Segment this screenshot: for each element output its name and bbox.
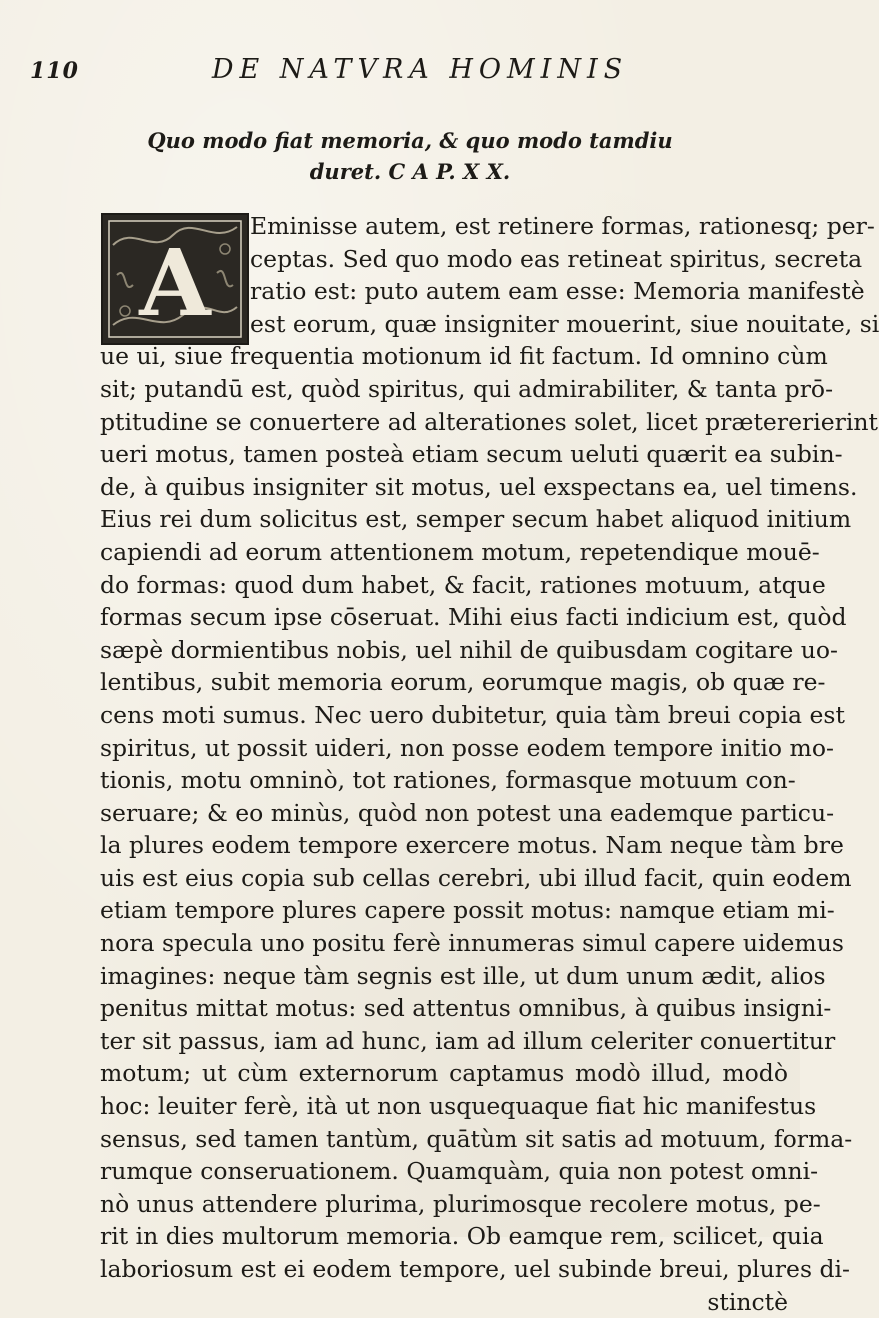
text-line: ue ui, siue frequentia motionum id fit factum. Id omnino cùm	[100, 342, 828, 371]
text-line: sæpè dormientibus nobis, uel nihil de quibusdam cogitare uo-	[100, 635, 838, 664]
text-line: laboriosum est ei eodem tempore, uel subinde breui, plures di-	[100, 1255, 850, 1283]
text-line: de, à quibus insigniter sit motus, uel exspectans ea, uel timens.	[100, 472, 858, 501]
text-line: motum; ut cùm externorum captamus modò illud, modò	[100, 1059, 788, 1088]
text-line: Eminisse autem, est retinere formas, rationesq; per-	[250, 212, 875, 240]
text-line: sit; putandū est, quòd spiritus, qui admirabiliter, & tanta prō-	[100, 374, 834, 403]
text-line: cens moti sumus. Nec uero dubitetur, quia tàm breui copia est	[100, 700, 845, 729]
text-line: tionis, motu omninò, tot rationes, formasque motuum con-	[100, 766, 796, 795]
chapter-heading-line-2: duret. C A P. X X.	[309, 159, 511, 184]
text-line: sensus, sed tamen tantùm, quātùm sit satis ad motuum, forma-	[100, 1124, 853, 1153]
running-head	[0, 52, 800, 92]
text-line: lentibus, subit memoria eorum, eorumque magis, ob quæ re-	[100, 668, 826, 697]
text-line: seruare; & eo minùs, quòd non potest una eademque particu-	[100, 798, 835, 827]
text-line: nò unus attendere plurima, plurimosque recolere motus, pe-	[100, 1189, 821, 1218]
text-line: ptitudine se conuertere ad alterationes solet, licet prætererierint	[100, 407, 878, 436]
running-head-title: DE NATVRA HOMINIS	[211, 54, 629, 85]
catchword: stinctè	[707, 1287, 788, 1316]
text-line: capiendi ad eorum attentionem motum, repetendique mouē-	[100, 537, 820, 566]
text-line: ratio est: puto autem eam esse: Memoria manifestè	[250, 277, 865, 306]
initial-letter: A	[139, 229, 211, 337]
page-number: 110	[30, 58, 79, 84]
text-line: nora specula uno positu ferè innumeras simul capere uidemus	[100, 929, 844, 958]
text-line: spiritus, ut possit uideri, non posse eodem tempore initio mo-	[100, 733, 834, 762]
text-line: penitus mittat motus: sed attentus omnibus, à quibus insigni-	[100, 994, 832, 1023]
body-text	[100, 210, 879, 1318]
text-line: ceptas. Sed quo modo eas retineat spiritus, secreta	[250, 244, 863, 273]
chapter-heading-line-1: Quo modo fiat memoria, & quo modo tamdiu	[147, 128, 673, 153]
text-line: ter sit passus, iam ad hunc, iam ad illum celeriter conuertitur	[100, 1026, 836, 1055]
text-line: ueri motus, tamen posteà etiam secum ueluti quærit ea subin-	[100, 440, 843, 469]
text-line: rumque conseruationem. Quamquàm, quia non potest omni-	[100, 1157, 819, 1186]
text-line: uis est eius copia sub cellas cerebri, ubi illud facit, quin eodem	[100, 863, 852, 892]
text-line: la plures eodem tempore exercere motus. Nam neque tàm bre	[100, 831, 844, 860]
text-line: formas secum ipse cōseruat. Mihi eius facti indicium est, quòd	[100, 603, 847, 632]
chapter-heading	[0, 125, 800, 187]
text-line: est eorum, quæ insigniter mouerint, siue nouitate, si	[250, 309, 879, 338]
text-line: Eius rei dum solicitus est, semper secum habet aliquod initium	[100, 505, 852, 534]
text-line: etiam tempore plures capere possit motus: namque etiam mi-	[100, 896, 835, 925]
text-line: imagines: neque tàm segnis est ille, ut dum unum ædit, alios	[100, 961, 826, 990]
text-line: rit in dies multorum memoria. Ob eamque rem, scilicet, quia	[100, 1222, 824, 1251]
text-line: hoc: leuiter ferè, ità ut non usquequaque fiat hic manifestus	[100, 1092, 817, 1121]
text-line: do formas: quod dum habet, & facit, rationes motuum, atque	[100, 570, 826, 599]
